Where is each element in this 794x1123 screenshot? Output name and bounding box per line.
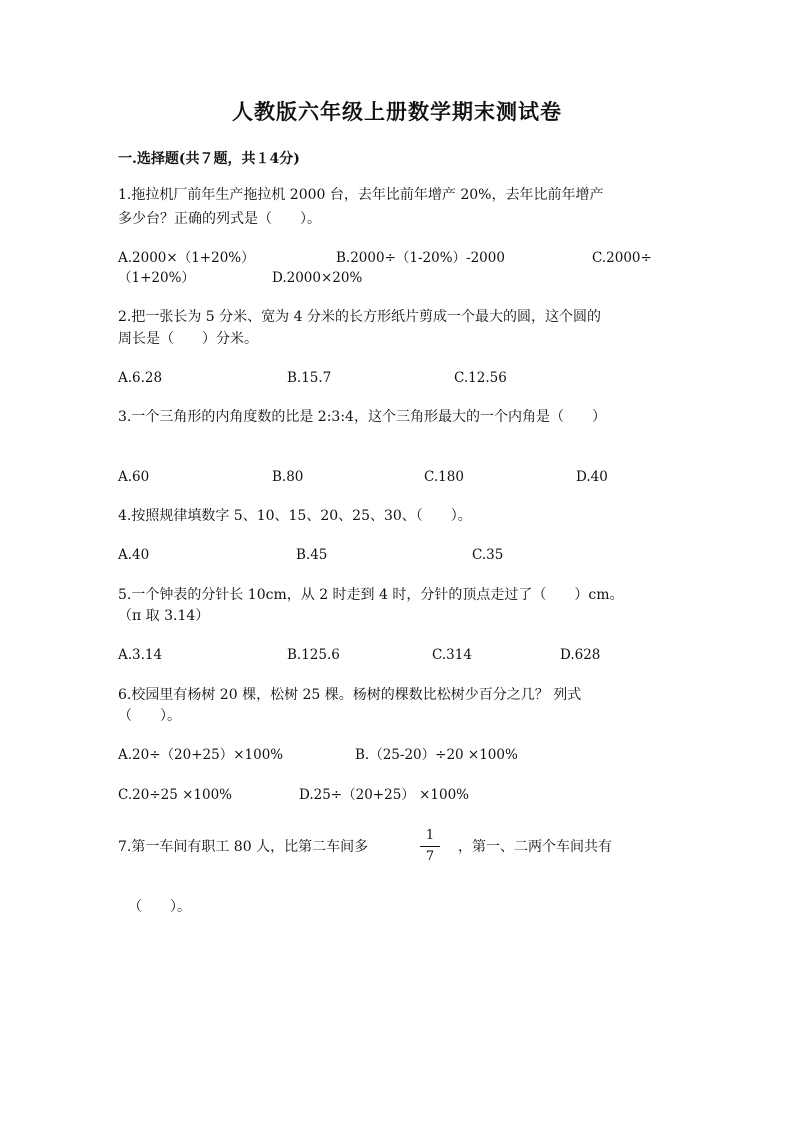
- question-1-line-1: 1.拖拉机厂前年生产拖拉机 2000 台，去年比前年增产 20%，去年比前年增产: [118, 187, 604, 203]
- fraction-numerator: 1: [425, 828, 435, 843]
- question-1-option-c-continued: （1+20%）: [118, 270, 195, 286]
- question-5-option-b: B.125.6: [287, 647, 340, 663]
- question-7-line-1: 7.第一车间有职工 80 人，比第二车间多: [118, 839, 369, 855]
- question-1-option-c: C.2000÷: [592, 250, 652, 266]
- question-2-option-b: B.15.7: [287, 370, 332, 386]
- question-6-option-b: B.（25-20）÷20 ×100%: [355, 747, 518, 763]
- question-2-option-c: C.12.56: [454, 370, 507, 386]
- question-7-line-1-continued: ，第一、二两个车间共有: [458, 839, 612, 855]
- question-2-line-1: 2.把一张长为 5 分米、宽为 4 分米的长方形纸片剪成一个最大的圆，这个圆的: [118, 309, 601, 325]
- question-1-option-b: B.2000÷（1-20%）-2000: [336, 250, 505, 266]
- question-4-option-c: C.35: [472, 547, 504, 563]
- question-2-line-2: 周长是（ ）分米。: [118, 331, 258, 347]
- question-1-option-d: D.2000×20%: [272, 270, 363, 286]
- question-3-line-1: 3.一个三角形的内角度数的比是 2:3:4，这个三角形最大的一个内角是（ ）: [118, 409, 606, 425]
- question-4-line-1: 4.按照规律填数字 5、10、15、20、25、30、（ ）。: [118, 508, 472, 524]
- question-5-option-c: C.314: [432, 647, 472, 663]
- page-title: 人教版六年级上册数学期末测试卷: [232, 99, 562, 124]
- question-3-option-a: A.60: [118, 469, 150, 485]
- question-4-option-a: A.40: [118, 547, 150, 563]
- question-3-option-c: C.180: [424, 469, 464, 485]
- section-heading: 一.选择题(共７题，共１4分): [118, 151, 300, 167]
- question-1-line-2: 多少台？正确的列式是（ ）。: [118, 211, 321, 227]
- question-5-line-2: （π 取 3.14）: [118, 608, 210, 624]
- fraction-one-seventh: [416, 828, 444, 865]
- question-6-option-c: C.20÷25 ×100%: [118, 787, 233, 803]
- question-4-option-b: B.45: [296, 547, 328, 563]
- question-6-option-a: A.20÷（20+25）×100%: [118, 747, 284, 763]
- question-3-option-b: B.80: [272, 469, 304, 485]
- question-6-line-2: （ ）。: [118, 708, 181, 724]
- question-1-option-a: A.2000×（1+20%）: [118, 250, 255, 266]
- fraction-bar: [420, 846, 440, 847]
- question-6-option-d: D.25÷（20+25） ×100%: [299, 787, 469, 803]
- question-5-line-1: 5.一个钟表的分针长 10cm，从 2 时走到 4 时，分针的顶点走过了（ ）cm。: [118, 587, 624, 603]
- question-3-option-d: D.40: [576, 469, 608, 485]
- question-5-option-d: D.628: [560, 647, 601, 663]
- question-5-option-a: A.3.14: [118, 647, 163, 663]
- question-6-line-1: 6.校园里有杨树 20 棵，松树 25 棵。杨树的棵数比松树少百分之几？ 列式: [118, 687, 582, 703]
- question-7-line-2: （ ）。: [128, 899, 191, 915]
- question-2-option-a: A.6.28: [118, 370, 163, 386]
- fraction-denominator: 7: [425, 849, 435, 864]
